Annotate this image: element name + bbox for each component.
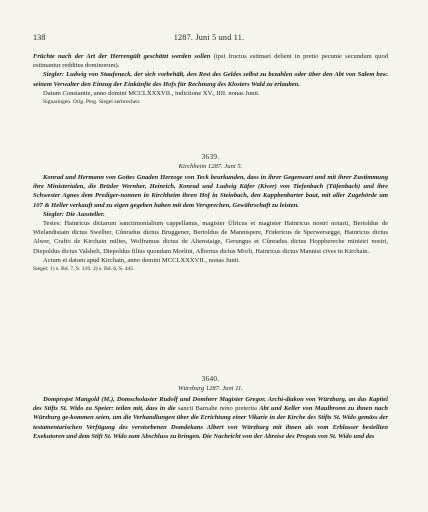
prev-datum: Datum Constantie, anno domini MCCLXXXVII., indictione XV., IIII. nonas Junii.: [43, 89, 260, 97]
testes: Testes: Hainricus dictarum sanctimonialium cappellanus, magister Úlricus et magister Hainricus nostri notarii, Bertoldus de Wielandistain dictus Swelher, Cůnradus dictus Bruggener, Bertoldus de Mannispere, Fridericus de Sperwersegge, Hainricus dictus Alwer, Crafto de Kirchain miltes, Wolframus dictus de Altenstaige, Gerungus et Cůnradus dictus Hoppbereche ministri nostri, Diepoldus dictus Valsheli, Diepoldus filius quondam Morlini, Albertus dictus Morli, Hainricus dictus Mannist cives in Kirchain.: [33, 220, 388, 255]
prev-text-italic: Früchte nach der Art der Herrengült geschätzt werden sollen: [33, 53, 211, 60]
page-number: 138: [33, 33, 46, 42]
place-date: Kirchheim 1287. Juni 5.: [178, 163, 243, 170]
doc-number: 3640.: [201, 375, 220, 383]
seal-note: Siegel: 1) s. Bd. 7, S. 316. 2) s. Bd. 6, S. 445.: [33, 266, 135, 273]
document-3640: [33, 375, 388, 441]
prev-source-note: Signaringen. Orig. Perg. Siegel zerbrochen.: [43, 99, 141, 106]
prev-text-latin: (ipsi fructus estimari debent in: [210, 53, 300, 60]
place-date: Würzburg 1287. Juni 11.: [177, 385, 244, 392]
summary-latin: sancti Barnabe nono preterita: [175, 405, 260, 413]
actum: Actum et datum apud Kirchain, anno domini MCCLXXXVII., nonas Junii.: [43, 256, 240, 264]
summary-italic-2: Abt und Keller von Maulbronn zu ihnen nach Würzburg ge-kommen seien, um die Verhandlungen über die Errichtung einer Vikarie in der Kirche des Stifts St. Wido gemäss der testamentarischen Verfügung des verstorbenen Domdekans Albert von Würzburg mit ihnen als vom Erblasser bestellten Exekutoren und dem Stift St. Wido zum Abschluss zu bringen. Die Nachricht von der Abreise des Propsts von St. Wido und des: [33, 405, 389, 440]
document-3639: [33, 153, 388, 273]
siegler: Siegler: Die Aussteller.: [43, 210, 105, 218]
summary: [33, 395, 388, 441]
prev-text-line2: pretio pecunie secundum quod estimantur redditus dominorum).: [33, 53, 388, 70]
prev-text: [33, 52, 388, 70]
prev-siegler: Siegler: Ludwig von Staufeneck, der sich vorbehält, den Rest des Geldes selbst zu bezahlen oder über den Abt von Salem bzw. seinem Verwalter den Einzug der Einkünfte des Hofs für Rechnung des Klosters Wald zu erlauben.: [33, 71, 388, 88]
previous-document-tail: [33, 52, 388, 106]
doc-number: 3639.: [201, 153, 220, 161]
summary-italic-1: Dompropst Mangold (M.), Domscholaster Rudolf und Domherr Magister Gregor, Archi-diakon von Würzburg, an das Kapitel des Stifts St. Wido zu Speier: teilen mit, dass in die: [33, 396, 388, 413]
summary: Konrad und Hermann von Gottes Gnaden Herzoge von Teck beurkunden, dass in ihrer Gegenwart und mit ihrer Zustimmung ihre Ministerialen, die Brüder Wernher, Heinrich, Konrad und Ludwig Käfer (Kiver) von Tiefenbach (Tüfenbach) und ihre Schwester Agnes dem Prediger-nonnen in Kirchheim ihren Hof in Steinbach, den Kappbenbarter baut, mit aller Zugehörde um 107 & Heller verkauft und zu eigen gegeben haben mit dem Versprechen, Gewährschaft zu leisten.: [33, 174, 388, 209]
running-title: 1287. Juni 5 und 11.: [173, 33, 245, 42]
page-header: [33, 33, 385, 45]
